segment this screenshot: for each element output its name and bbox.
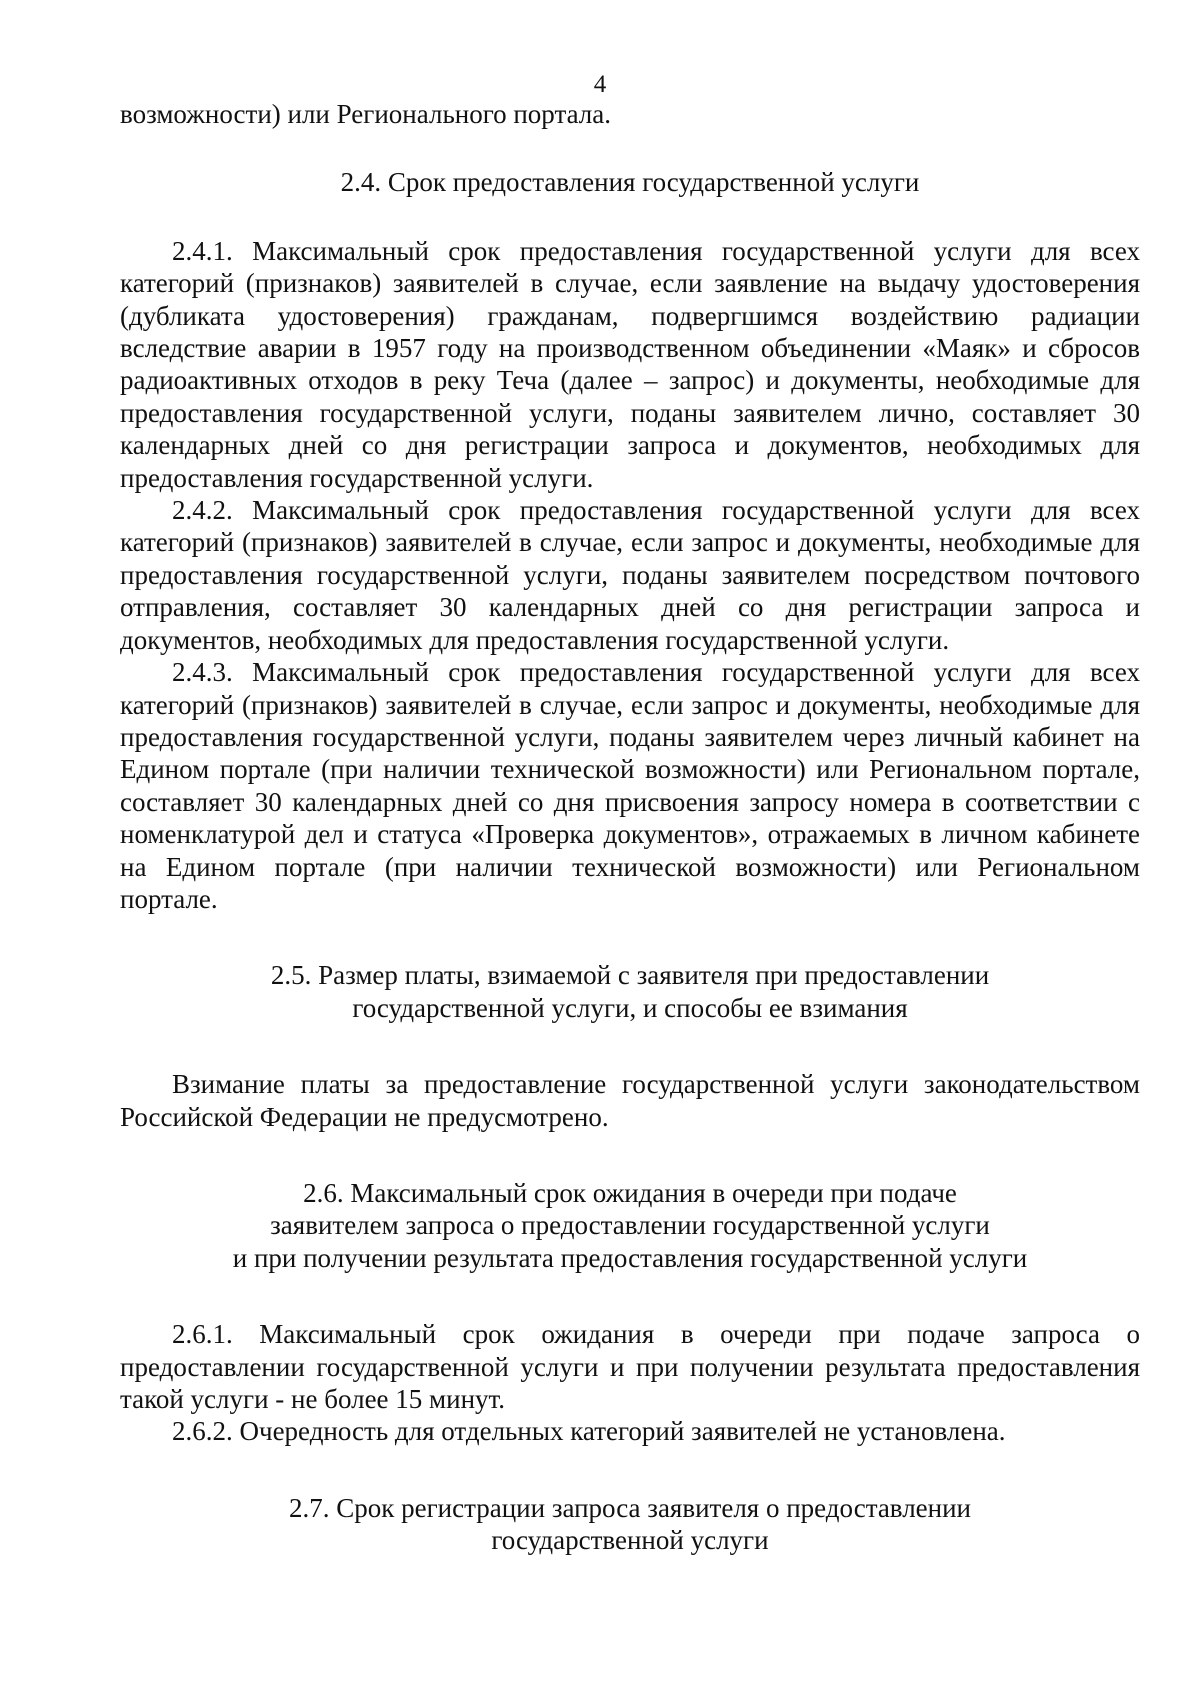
spacer [120, 1448, 1140, 1492]
document-body [120, 98, 1140, 1557]
spacer [120, 1133, 1140, 1177]
continuation-paragraph: возможности) или Регионального портала. [120, 99, 612, 129]
paragraph-2-4-1: 2.4.1. Максимальный срок предоставления государственной услуги для всех категорий (признаков) заявителей в случае, если заявление на выдачу удостоверения (дубликата удостоверения) гражданам, подвергшимся воздействию радиации вследствие аварии в 1957 году на производственном объединении «Маяк» и сбросов радиоактивных отходов в реку Теча (далее – запрос) и документы, необходимые для предоставления государственной услуги, поданы заявителем лично, составляет 30 календарных дней со дня регистрации запроса и документов, необходимых для предоставления государственной услуги. [120, 235, 1140, 493]
section-2-7-heading-line-1: 2.7. Срок регистрации запроса заявителя о предоставлении [288, 1492, 971, 1523]
spacer [120, 199, 1140, 235]
spacer [120, 130, 1140, 166]
section-2-6-heading-line-1: 2.6. Максимальный срок ожидания в очереди при подаче [303, 1177, 957, 1208]
section-2-6-heading-line-2: заявителем запроса о предоставлении государственной услуги [270, 1210, 990, 1241]
section-2-7-heading-line-2: государственной услуги [491, 1525, 769, 1556]
paragraph-2-6-1: 2.6.1. Максимальный срок ожидания в очереди при подаче запроса о предоставлении государственной услуги и при получении результата предоставления такой услуги - не более 15 минут. [120, 1319, 1140, 1414]
spacer [120, 915, 1140, 959]
paragraph-2-4-3: 2.4.3. Максимальный срок предоставления государственной услуги для всех категорий (признаков) заявителей в случае, если запрос и документы, необходимые для предоставления государственной услуги, поданы заявителем через личный кабинет на Едином портале (при наличии технической возможности) или Региональном портале, составляет 30 календарных дней со дня присвоения запросу номера в соответствии с номенклатурой дел и статуса «Проверка документов», отражаемых в личном кабинете на Едином портале (при наличии технической возможности) или Региональном портале. [120, 657, 1140, 914]
paragraph-2-5: Взимание платы за предоставление государственной услуги законодательством Российской Федерации не предусмотрено. [120, 1069, 1140, 1132]
section-2-5-heading-line-2: государственной услуги, и способы ее взимания [352, 992, 908, 1023]
section-2-6-heading-line-3: и при получении результата предоставления государственной услуги [232, 1242, 1028, 1273]
spacer [120, 1274, 1140, 1318]
section-2-4-heading: 2.4. Срок предоставления государственной услуги [340, 167, 920, 198]
spacer [120, 1024, 1140, 1068]
section-2-5-heading-line-1: 2.5. Размер платы, взимаемой с заявителя при предоставлении [270, 960, 990, 991]
page-number: 4 [593, 71, 607, 98]
paragraph-2-4-2: 2.4.2. Максимальный срок предоставления государственной услуги для всех категорий (признаков) заявителей в случае, если запрос и документы, необходимые для предоставления государственной услуги, поданы заявителем посредством почтового отправления, составляет 30 календарных дней со дня регистрации запроса и документов, необходимых для предоставления государственной услуги. [120, 495, 1140, 655]
paragraph-2-6-2: 2.6.2. Очередность для отдельных категорий заявителей не установлена. [172, 1416, 1006, 1447]
